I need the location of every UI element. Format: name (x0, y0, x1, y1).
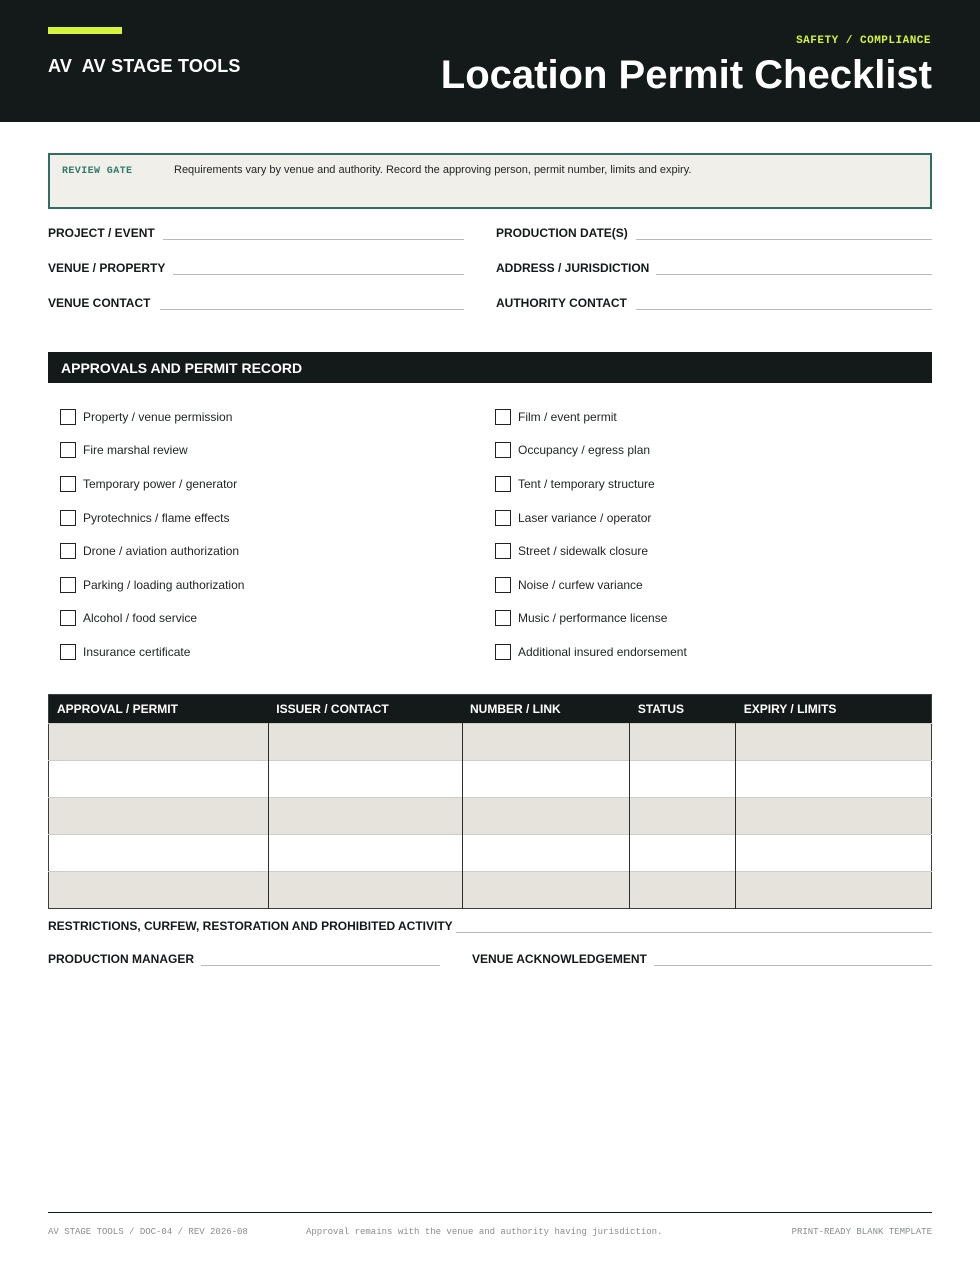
checkbox-label: Music / performance license (518, 611, 668, 625)
footer-doc-id: AV STAGE TOOLS / DOC-04 / REV 2026-08 (48, 1227, 248, 1237)
checkbox-label: Laser variance / operator (518, 511, 652, 525)
checkbox[interactable] (495, 510, 511, 526)
table-cell[interactable] (268, 835, 462, 872)
section-title: APPROVALS AND PERMIT RECORD (61, 360, 303, 376)
checkbox-label: Pyrotechnics / flame effects (83, 511, 230, 525)
footer-template-label: PRINT-READY BLANK TEMPLATE (791, 1227, 932, 1237)
table-header-row (49, 695, 932, 724)
field-label: RESTRICTIONS, CURFEW, RESTORATION AND PROHIBITED ACTIVITY (48, 919, 453, 933)
production-manager-field[interactable] (48, 952, 440, 972)
checkbox-label: Alcohol / food service (83, 611, 198, 625)
checkbox[interactable] (60, 442, 76, 458)
field-label: AUTHORITY CONTACT (496, 296, 627, 310)
callout-label: REVIEW GATE (62, 166, 133, 177)
table-row (49, 761, 932, 798)
field-underline[interactable] (163, 239, 464, 240)
table-cell[interactable] (462, 724, 630, 761)
table-cell[interactable] (736, 835, 932, 872)
table-cell[interactable] (736, 872, 932, 909)
checkbox[interactable] (60, 644, 76, 660)
checkbox[interactable] (60, 543, 76, 559)
table-cell[interactable] (630, 724, 736, 761)
table-cell[interactable] (49, 872, 269, 909)
table-cell[interactable] (268, 798, 462, 835)
table-cell[interactable] (462, 872, 630, 909)
column-header: STATUS (630, 695, 736, 724)
checkbox-label: Occupancy / egress plan (518, 443, 651, 457)
field-label: PROJECT / EVENT (48, 226, 155, 240)
brand-name: AV AV STAGE TOOLS (48, 56, 241, 76)
table-cell[interactable] (268, 761, 462, 798)
checkbox[interactable] (495, 476, 511, 492)
checkbox-label: Property / venue permission (83, 410, 233, 424)
table-cell[interactable] (268, 872, 462, 909)
checkbox[interactable] (60, 409, 76, 425)
table-cell[interactable] (49, 761, 269, 798)
table-row (49, 872, 932, 909)
field-underline[interactable] (654, 965, 932, 966)
checkbox[interactable] (495, 409, 511, 425)
table-row (49, 835, 932, 872)
checkbox[interactable] (60, 577, 76, 593)
field-underline[interactable] (656, 274, 932, 275)
checkbox[interactable] (495, 442, 511, 458)
table-cell[interactable] (736, 724, 932, 761)
permit-table (48, 694, 932, 909)
page-title: Location Permit Checklist (440, 53, 932, 97)
field-label: PRODUCTION DATE(S) (496, 226, 628, 240)
checkbox[interactable] (60, 476, 76, 492)
field-label: VENUE CONTACT (48, 296, 151, 310)
checkbox-label: Additional insured endorsement (518, 645, 687, 659)
column-header: NUMBER / LINK (462, 695, 630, 724)
project-field[interactable] (48, 226, 464, 246)
table-cell[interactable] (462, 835, 630, 872)
section-header (48, 352, 932, 383)
field-underline[interactable] (636, 239, 932, 240)
page-header (0, 0, 980, 122)
accent-bar (48, 27, 122, 34)
field-label: ADDRESS / JURISDICTION (496, 261, 650, 275)
checkbox-label: Parking / loading authorization (83, 578, 245, 592)
venue-acknowledgement-field[interactable] (472, 952, 932, 972)
field-underline[interactable] (456, 932, 932, 933)
venue-field[interactable] (48, 261, 464, 281)
checkbox-label: Tent / temporary structure (518, 477, 655, 491)
checkbox[interactable] (495, 577, 511, 593)
field-underline[interactable] (160, 309, 464, 310)
footer-divider (48, 1212, 932, 1213)
checkbox[interactable] (495, 543, 511, 559)
checkbox[interactable] (495, 610, 511, 626)
checkbox-label: Fire marshal review (83, 443, 188, 457)
authority-contact-field[interactable] (496, 296, 932, 316)
checkbox-label: Drone / aviation authorization (83, 544, 240, 558)
field-underline[interactable] (636, 309, 932, 310)
footer-note: Approval remains with the venue and authority having jurisdiction. (306, 1227, 663, 1237)
table-cell[interactable] (630, 835, 736, 872)
category-label: SAFETY / COMPLIANCE (796, 35, 931, 47)
table-row (49, 798, 932, 835)
field-underline[interactable] (173, 274, 464, 275)
column-header: EXPIRY / LIMITS (736, 695, 932, 724)
column-header: ISSUER / CONTACT (268, 695, 462, 724)
checkbox-label: Noise / curfew variance (518, 578, 643, 592)
checkbox-label: Temporary power / generator (83, 477, 238, 491)
checkbox[interactable] (495, 644, 511, 660)
checkbox-label: Insurance certificate (83, 645, 191, 659)
field-label: VENUE ACKNOWLEDGEMENT (472, 952, 647, 966)
field-label: PRODUCTION MANAGER (48, 952, 194, 966)
checkbox-label: Street / sidewalk closure (518, 544, 649, 558)
table-cell[interactable] (630, 761, 736, 798)
table-cell[interactable] (630, 872, 736, 909)
address-field[interactable] (496, 261, 932, 281)
checkbox-label: Film / event permit (518, 410, 617, 424)
table-cell[interactable] (268, 724, 462, 761)
callout-text: Requirements vary by venue and authority. Record the approving person, permit number, limits and expiry. (174, 164, 692, 176)
table-cell[interactable] (49, 724, 269, 761)
table-cell[interactable] (49, 798, 269, 835)
venue-contact-field[interactable] (48, 296, 464, 316)
restrictions-field[interactable] (48, 919, 932, 939)
table-cell[interactable] (462, 761, 630, 798)
production-dates-field[interactable] (496, 226, 932, 246)
table-cell[interactable] (49, 835, 269, 872)
table-cell[interactable] (630, 798, 736, 835)
field-underline[interactable] (201, 965, 440, 966)
table-row (49, 724, 932, 761)
checkbox[interactable] (60, 510, 76, 526)
table-cell[interactable] (736, 798, 932, 835)
table-cell[interactable] (462, 798, 630, 835)
table-cell[interactable] (736, 761, 932, 798)
checkbox[interactable] (60, 610, 76, 626)
review-gate-callout (48, 153, 932, 209)
field-label: VENUE / PROPERTY (48, 261, 166, 275)
column-header: APPROVAL / PERMIT (49, 695, 269, 724)
